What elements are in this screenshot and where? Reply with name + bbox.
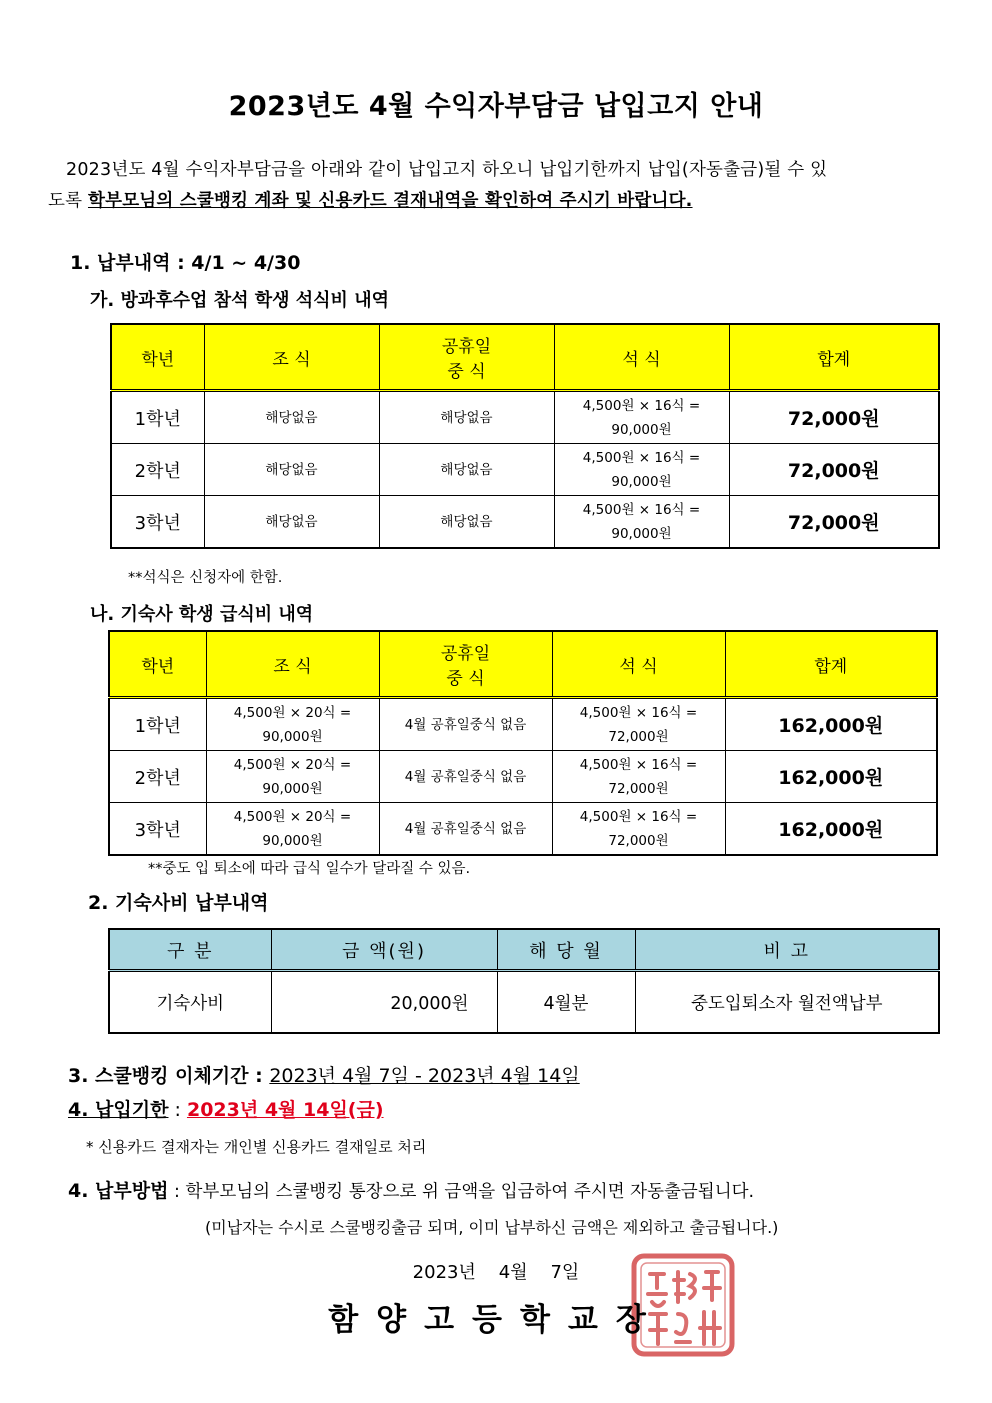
- lunch-cell: 해당없음: [379, 444, 554, 496]
- intro-prefix: 도록: [48, 191, 88, 211]
- dinner-amount: 72,000원: [608, 780, 669, 797]
- header-lunch-label: 중 식: [446, 669, 485, 689]
- dinner-cell: [554, 444, 729, 496]
- breakfast-cell: 해당없음: [204, 391, 379, 444]
- transfer-period: 2023년 4월 7일 - 2023년 4월 14일: [269, 1065, 580, 1087]
- amount-cell: 20,000원: [271, 971, 497, 1034]
- section4a: [68, 1095, 384, 1122]
- total-cell: 162,000원: [725, 698, 937, 751]
- month-cell: 4월분: [497, 971, 635, 1034]
- dinner-cell: [554, 391, 729, 444]
- dinner-amount: 90,000원: [611, 525, 672, 542]
- payment-method-label: 4. 납부방법: [68, 1180, 169, 1202]
- breakfast-cell: [206, 698, 379, 751]
- breakfast-amount: 90,000원: [262, 780, 323, 797]
- dinner-cell: [554, 496, 729, 549]
- header-breakfast: 조 식: [206, 631, 379, 698]
- lunch-cell: 4월 공휴일중식 없음: [379, 803, 552, 856]
- dorm-fee-table: [108, 928, 940, 1034]
- dinner-calc: 4,500원 × 16식 =: [582, 501, 701, 518]
- table-row: [111, 391, 939, 444]
- breakfast-cell: [206, 803, 379, 856]
- subA-note: **석식은 신청자에 한함.: [128, 570, 283, 586]
- breakfast-cell: 해당없음: [204, 444, 379, 496]
- dinner-cell: [552, 751, 725, 803]
- header-remark: 비 고: [635, 929, 939, 971]
- due-date-sep: :: [168, 1099, 187, 1121]
- grade-cell: 1학년: [111, 391, 204, 444]
- breakfast-calc: 4,500원 × 20식 =: [233, 756, 352, 773]
- lunch-cell: 4월 공휴일중식 없음: [379, 698, 552, 751]
- school-signature: 함양고등학교장: [328, 1302, 664, 1338]
- header-total: 합계: [729, 324, 939, 391]
- payment-method-text: : 학부모님의 스쿨뱅킹 통장으로 위 금액을 입금하여 주시면 자동출금됩니다.: [168, 1182, 755, 1202]
- table-row: [109, 971, 939, 1034]
- subB-heading: 나. 기숙사 학생 급식비 내역: [90, 604, 314, 625]
- grade-cell: 2학년: [111, 444, 204, 496]
- total-cell: 72,000원: [729, 496, 939, 549]
- header-breakfast: 조 식: [204, 324, 379, 391]
- dinner-calc: 4,500원 × 16식 =: [582, 397, 701, 414]
- dinner-cell: [552, 698, 725, 751]
- section3: [68, 1061, 580, 1088]
- header-lunch-label: 중 식: [447, 362, 486, 382]
- table-header-row: [109, 929, 939, 971]
- remark-cell: 중도입퇴소자 월전액납부: [635, 971, 939, 1034]
- dinner-fee-table: [110, 323, 940, 549]
- header-total: 합계: [725, 631, 937, 698]
- header-amount: 금 액(원): [271, 929, 497, 971]
- due-date-value: 2023년 4월 14일(금): [186, 1099, 384, 1121]
- breakfast-calc: 4,500원 × 20식 =: [233, 808, 352, 825]
- breakfast-cell: [206, 751, 379, 803]
- page-title: 2023년도 4월 수익자부담금 납입고지 안내: [228, 91, 764, 122]
- dinner-amount: 90,000원: [611, 473, 672, 490]
- table-header-row: [109, 631, 937, 698]
- total-cell: 72,000원: [729, 391, 939, 444]
- due-date-label: 4. 납입기한: [68, 1099, 169, 1121]
- header-lunch: [379, 324, 554, 391]
- header-holiday: 공휴일: [440, 644, 491, 664]
- header-month: 해 당 월: [497, 929, 635, 971]
- dinner-amount: 72,000원: [608, 832, 669, 849]
- lunch-cell: 4월 공휴일중식 없음: [379, 751, 552, 803]
- total-cell: 72,000원: [729, 444, 939, 496]
- dinner-calc: 4,500원 × 16식 =: [579, 704, 698, 721]
- header-dinner: 석 식: [554, 324, 729, 391]
- intro-line-1: 2023년도 4월 수익자부담금을 아래와 같이 납입고지 하오니 납입기한까지 납입(자동출금)될 수 있: [66, 160, 828, 180]
- table-row: [111, 444, 939, 496]
- grade-cell: 3학년: [109, 803, 206, 856]
- header-grade: 학년: [111, 324, 204, 391]
- lunch-cell: 해당없음: [379, 496, 554, 549]
- breakfast-amount: 90,000원: [262, 728, 323, 745]
- header-category: 구 분: [109, 929, 271, 971]
- card-note: * 신용카드 결재자는 개인별 신용카드 결재일로 처리: [86, 1138, 427, 1156]
- lunch-cell: 해당없음: [379, 391, 554, 444]
- table-header-row: [111, 324, 939, 391]
- table-row: [109, 751, 937, 803]
- grade-cell: 3학년: [111, 496, 204, 549]
- dinner-cell: [552, 803, 725, 856]
- breakfast-amount: 90,000원: [262, 832, 323, 849]
- dinner-calc: 4,500원 × 16식 =: [579, 808, 698, 825]
- grade-cell: 1학년: [109, 698, 206, 751]
- intro-emphasis: 학부모님의 스쿨뱅킹 계좌 및 신용카드 결재내역을 확인하여 주시기 바랍니다.: [87, 191, 693, 211]
- issue-date: 2023년 4월 7일: [412, 1262, 580, 1283]
- table-row: [109, 698, 937, 751]
- breakfast-cell: 해당없음: [204, 496, 379, 549]
- payment-method-note: (미납자는 수시로 스쿨뱅킹출금 되며, 이미 납부하신 금액은 제외하고 출금됩니다.): [205, 1218, 779, 1237]
- total-cell: 162,000원: [725, 751, 937, 803]
- breakfast-calc: 4,500원 × 20식 =: [233, 704, 352, 721]
- section3-label: 3. 스쿨뱅킹 이체기간 :: [68, 1065, 270, 1087]
- intro-line-2: [48, 187, 693, 212]
- dinner-calc: 4,500원 × 16식 =: [582, 449, 701, 466]
- subB-note: **중도 입 퇴소에 따라 급식 일수가 달라질 수 있음.: [148, 861, 471, 877]
- header-grade: 학년: [109, 631, 206, 698]
- item-cell: 기숙사비: [109, 971, 271, 1034]
- total-cell: 162,000원: [725, 803, 937, 856]
- dorm-meal-table: [108, 630, 938, 856]
- subA-heading: 가. 방과후수업 참석 학생 석식비 내역: [90, 290, 389, 311]
- section4b: [68, 1176, 754, 1203]
- table-row: [109, 803, 937, 856]
- dinner-amount: 90,000원: [611, 421, 672, 438]
- header-lunch: [379, 631, 552, 698]
- dinner-amount: 72,000원: [608, 728, 669, 745]
- header-holiday: 공휴일: [441, 337, 492, 357]
- section1-heading: 1. 납부내역 : 4/1 ~ 4/30: [70, 252, 301, 274]
- section2-heading: 2. 기숙사비 납부내역: [88, 892, 269, 914]
- grade-cell: 2학년: [109, 751, 206, 803]
- dinner-calc: 4,500원 × 16식 =: [579, 756, 698, 773]
- table-row: [111, 496, 939, 549]
- header-dinner: 석 식: [552, 631, 725, 698]
